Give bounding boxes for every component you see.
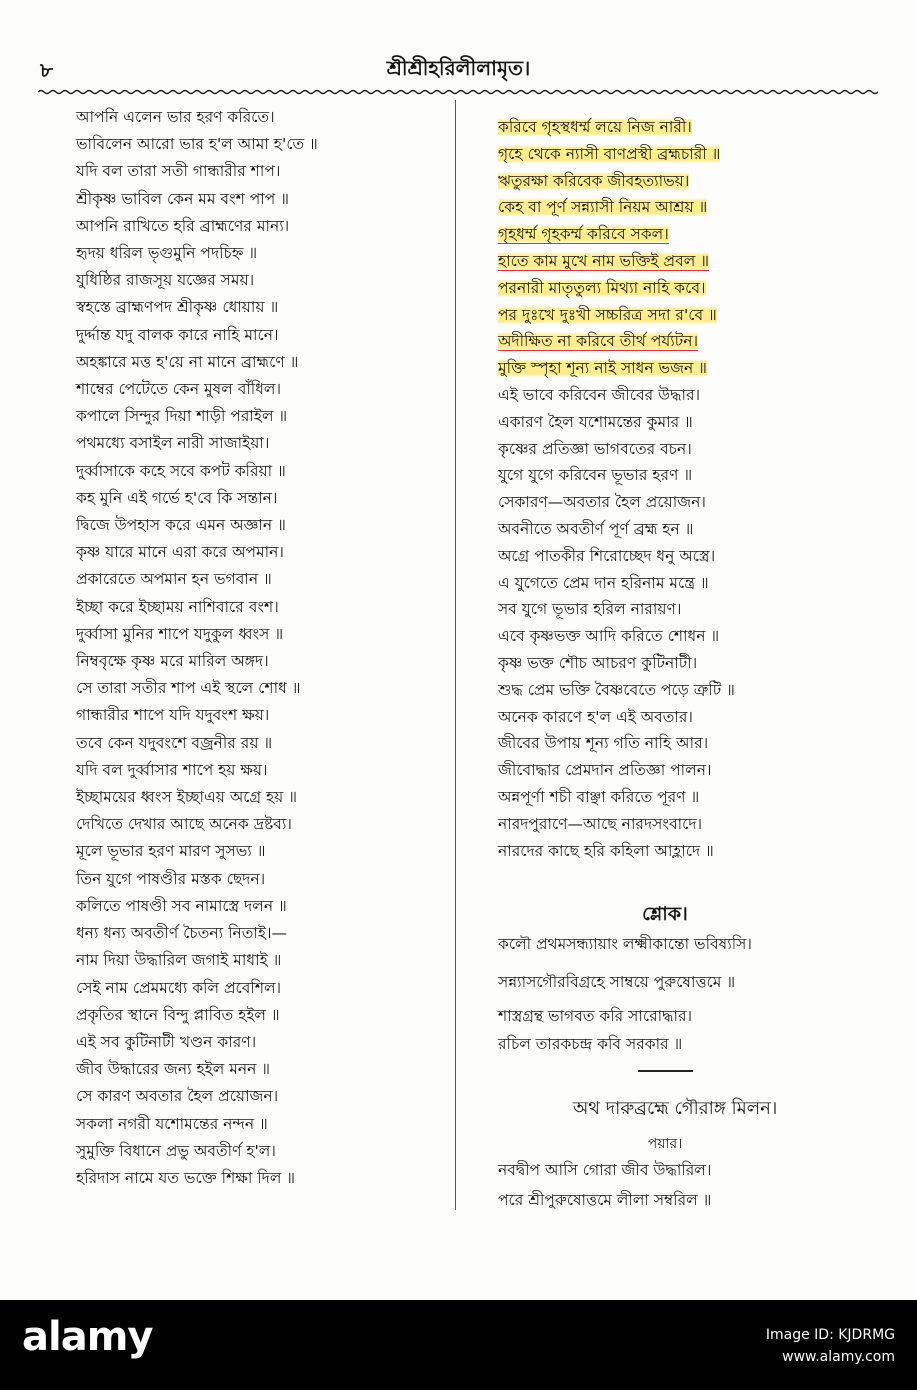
verse-text: নারদপুরাণে—আছে নারদসংবাদে। [498, 814, 703, 833]
highlighted-text: গৃহে থেকে ন্যাসী বাণপ্রস্থী ব্রহ্মচারী ॥ [498, 144, 721, 163]
verse-line: সুমুক্তি বিধানে প্রভু অবতীর্ণ হ'ল। [76, 1141, 276, 1160]
site-url: www.alamy.com [782, 1349, 895, 1365]
verse-line [498, 516, 735, 543]
verse-line [498, 248, 735, 275]
verse-text: শুদ্ধ প্রেম ভক্তি বৈষ্ণবেতে পড়ে ত্রুটি ॥ [498, 680, 735, 699]
highlighted-text: মুক্তি স্পৃহা শূন্য নাই সাধন ভজন ॥ [498, 359, 707, 378]
verse-line: হৃদয় ধরিল ভৃগুমুনি পদচিহ্ন ॥ [76, 244, 258, 263]
highlighted-text: অদীক্ষিত না করিবে তীর্থ পর্য্যটন। [498, 332, 699, 351]
verse-line [498, 489, 735, 516]
verse-line: দেখিতে দেখার আছে অনেক দ্রষ্টব্য। [76, 815, 292, 834]
verse-line: সে তারা সতীর শাপ এই স্থলে শোধ ॥ [76, 679, 301, 698]
alamy-logo: alamy [22, 1314, 153, 1360]
verse-line: ধন্য ধন্য অবতীর্ণ চৈতন্য নিতাই।— [76, 924, 287, 943]
verse-line: সেই নাম প্রেমমধ্যে কলি প্রবেশিল। [76, 978, 282, 997]
verse-line: কলিতে পাষণ্ডী সব নামাস্ত্রে দলন ॥ [76, 896, 287, 915]
image-info [766, 1324, 895, 1368]
verse-text: অনেক কারণে হ'ল এই অবতার। [498, 707, 693, 726]
verse-text: জীবের উপায় শূন্য গতি নাহি আর। [498, 734, 709, 753]
verse-text: অগ্রে পাতকীর শিরোচ্ছেদ ধনু অস্ত্রে। [498, 546, 716, 565]
verse-line: শাম্বের পেটেতে কেন মুষল বাঁধিল। [76, 380, 282, 399]
verse-line: ভাবিলেন আরো ভার হ'ল আমা হ'তে ॥ [76, 135, 318, 154]
highlighted-text: পর দুঃখে দুঃখী সচ্চরিত্র সদা র'বে ॥ [498, 305, 717, 324]
highlighted-text: ঋতুরক্ষা করিবেক জীবহত্যাভয়। [498, 171, 690, 190]
verse-line: স্বহস্তে ব্রাহ্মণপদ শ্রীকৃষ্ণ ধোয়ায় ॥ [76, 298, 279, 317]
verse-line [498, 436, 735, 463]
verse-line [498, 623, 735, 650]
verse-line [498, 650, 735, 677]
running-title: শ্রীশ্রীহরিলীলামৃত। [386, 56, 531, 80]
verse-line: ইচ্ছা করে ইচ্ছাময় নাশিবারে বংশ। [76, 597, 279, 616]
verse-line: রচিল তারকচন্দ্র কবি সরকার ॥ [498, 1035, 683, 1053]
highlighted-text: পরনারী মাতৃতুল্য মিথ্যা নাহি কবে। [498, 278, 706, 297]
verse-line: যুধিষ্ঠির রাজসূয় যজ্ঞের সময়। [76, 271, 255, 290]
verse-line [498, 462, 735, 489]
verse-line [498, 543, 735, 570]
verse-text: কৃষ্ণ ভক্ত শৌচ আচরণ কুটিনাটী। [498, 653, 698, 672]
verse-line: দ্বিজে উপহাস করে এমন অজ্ঞান ॥ [76, 516, 286, 535]
verse-line [498, 382, 735, 409]
verse-line: দুর্দ্দান্ত যদু বালক কারে নাহি মানে। [76, 325, 279, 344]
sloka-line: সন্ন্যাসগৌরবিগ্রহে সাম্বয়ে পুরুষোত্তমে ॥ [498, 973, 736, 991]
section-subheading: পয়ার। [647, 1136, 683, 1152]
verse-text: যুগে যুগে করিবেন ভূভার হরণ ॥ [498, 466, 693, 485]
verse-line: অহঙ্কারে মত্ত হ'য়ে না মানে ব্রাহ্মণে ॥ [76, 352, 299, 371]
verse-line: দুর্ব্বাসা মুনির শাপে যদুকুল ধ্বংস ॥ [76, 624, 284, 643]
verse-line [498, 275, 735, 302]
verse-line [498, 730, 735, 757]
verse-text: সব যুগে ভূভার হরিল নারায়ণ। [498, 600, 682, 619]
verse-line: এই সব কুটিনাটী খণ্ডন কারণ। [76, 1032, 257, 1051]
left-column [76, 104, 318, 1192]
highlighted-text: হাতে কাম মুখে নাম ভক্তিই প্রবল ॥ [498, 251, 709, 270]
verse-line [498, 328, 735, 355]
sloka-line: কলৌ প্রথমসন্ধ্যায়াং লক্ষ্মীকান্তো ভবিষ্যসি। [498, 935, 752, 953]
section-heading: অথ দারুব্রহ্মে গৌরাঙ্গ মিলন। [572, 1098, 778, 1119]
verse-line: দুর্ব্বাসাকে কহে সবে কপট করিয়া ॥ [76, 461, 286, 480]
wavy-rule [38, 86, 878, 98]
verse-line: হরিদাস নামে যত ভক্তে শিক্ষা দিল ॥ [76, 1168, 296, 1187]
verse-line: প্রকারেতে অপমান হন ভগবান ॥ [76, 570, 272, 589]
verse-line [498, 221, 735, 248]
watermark-banner [0, 1300, 917, 1390]
verse-line: শাস্ত্রগ্রন্থ ভাগবত করি সারোদ্ধার। [498, 1007, 693, 1025]
verse-line [498, 194, 735, 221]
verse-line [498, 302, 735, 329]
verse-line: নাম দিয়া উদ্ধারিল জগাই মাধাই ॥ [76, 951, 282, 970]
verse-line [498, 355, 735, 382]
verse-line: পথমধ্যে বসাইল নারী সাজাইয়া। [76, 434, 270, 453]
verse-line [498, 757, 735, 784]
verse-line [498, 114, 735, 141]
verse-line: মূলে ভূভার হরণ মারণ সুসভ্য ॥ [76, 842, 266, 861]
verse-line: যদি বল তারা সতী গান্ধারীর শাপ। [76, 162, 281, 181]
verse-text: কৃষ্ণের প্রতিজ্ঞা ভাগবতের বচন। [498, 439, 692, 458]
verse-line [498, 168, 735, 195]
column-divider [455, 100, 456, 1210]
image-id: Image ID: KJDRMG [765, 1327, 895, 1343]
verse-line: সে কারণ অবতার হৈল প্রয়োজন। [76, 1087, 279, 1106]
verse-line: তিন যুগে পাষণ্ডীর মস্তক ছেদন। [76, 869, 266, 888]
verse-line [498, 677, 735, 704]
highlighted-text: করিবে গৃহস্থধর্ম্ম লয়ে নিজ নারী। [498, 118, 692, 136]
verse-line: জীব উদ্ধারের জন্য হইল মনন ॥ [76, 1060, 271, 1079]
verse-line [498, 596, 735, 623]
verse-line: যদি বল দুর্ব্বাসার শাপে হয় ক্ষয়। [76, 760, 268, 779]
verse-line: প্রকৃতির স্থানে বিন্দু প্লাবিত হইল ॥ [76, 1005, 280, 1024]
verse-line: ইচ্ছাময়ের ধ্বংস ইচ্ছাএয় অগ্রে হয় ॥ [76, 788, 297, 807]
verse-line [498, 141, 735, 168]
verse-text: জীবোদ্ধার প্রেমদান প্রতিজ্ঞা পালন। [498, 761, 712, 780]
verse-text: এ যুগেতে প্রেম দান হরিনাম মন্ত্রে ॥ [498, 573, 709, 592]
verse-text: সেকারণ—অবতার হৈল প্রয়োজন। [498, 493, 706, 512]
verse-line: আপনি এলেন ভার হরণ করিতে। [76, 108, 275, 126]
verse-text: অবনীতে অবতীর্ণ পূর্ণ ব্রহ্ম হন ॥ [498, 519, 694, 538]
verse-line [498, 838, 735, 865]
verse-line: তবে কেন যদুবংশে বজ্রনীর রয় ॥ [76, 733, 273, 752]
highlighted-text: কেহ বা পূর্ণ সন্ন্যাসী নিয়ম আশ্রয় ॥ [498, 198, 708, 217]
verse-text: অন্নপূর্ণা শচী বাঞ্ছা করিতে পূরণ ॥ [498, 787, 700, 806]
verse-line: সকলা নগরী যশোমন্তের নন্দন ॥ [76, 1114, 268, 1133]
verse-line: কহ মুনি এই গর্ভে হ'বে কি সন্তান। [76, 488, 278, 507]
verse-line: নিম্ববৃক্ষে কৃষ্ণ মরে মারিল অঙ্গদ। [76, 652, 269, 671]
section-divider [638, 1070, 693, 1072]
verse-line: কৃষ্ণ যারে মানে এরা করে অপমান। [76, 543, 284, 562]
verse-text: এবে কৃষ্ণভক্ত আদি করিতে শোধন ॥ [498, 627, 720, 646]
verse-line: কপালে সিন্দুর দিয়া শাড়ী পরাইল ॥ [76, 407, 288, 426]
verse-line [498, 570, 735, 597]
verse-line [498, 409, 735, 436]
right-column [498, 114, 735, 864]
verse-line [498, 811, 735, 838]
verse-line: শ্রীকৃষ্ণ ভাবিল কেন মম বংশ পাপ ॥ [76, 189, 290, 208]
verse-line [498, 784, 735, 811]
verse-line: পরে শ্রীপুরুষোত্তমে লীলা সম্বরিল ॥ [498, 1191, 712, 1209]
verse-line: গান্ধারীর শাপে যদি যদুবংশ ক্ষয়। [76, 706, 270, 725]
sloka-heading: শ্লোক। [642, 903, 688, 925]
verse-line: আপনি রাখিতে হরি ব্রাহ্মণের মান্য। [76, 216, 290, 235]
verse-text: নারদের কাছে হরি কহিলা আহ্লাদে ॥ [498, 841, 714, 860]
verse-line [498, 704, 735, 731]
page-number: ৮ [40, 58, 53, 82]
verse-text: এই ভাবে করিবেন জীবের উদ্ধার। [498, 385, 701, 404]
verse-line: নবদ্বীপ আসি গোরা জীব উদ্ধারিল। [498, 1161, 712, 1179]
verse-text: একারণ হৈল যশোমন্তের কুমার ॥ [498, 412, 693, 431]
highlighted-text: গৃহধর্ম্ম গৃহকর্ম্ম করিবে সকল। [498, 225, 669, 244]
